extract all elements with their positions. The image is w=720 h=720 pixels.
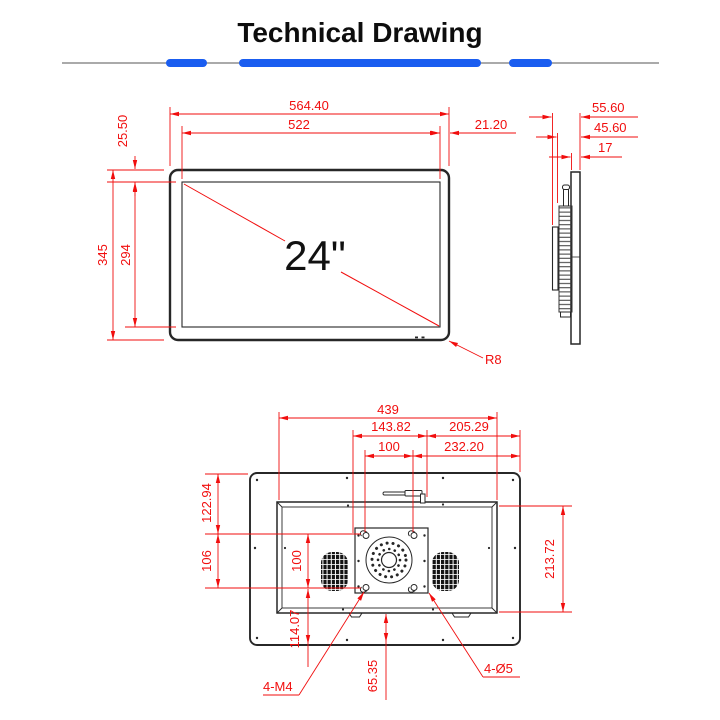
- corner-radius-label: R8: [485, 352, 502, 367]
- antenna-elbow: [421, 494, 426, 503]
- antenna-body: [405, 491, 422, 497]
- side-view: [529, 100, 638, 344]
- dim-antenna-to-right-label: 205.29: [449, 419, 489, 434]
- speaker-grille-left: [321, 552, 348, 591]
- dim-total-depth: [529, 100, 638, 117]
- rear-view: [199, 402, 572, 700]
- header: [62, 17, 659, 63]
- front-view: [95, 98, 516, 367]
- corner-radius-callout: [449, 341, 502, 367]
- dim-top-to-vesa-label: 122.94: [199, 483, 214, 523]
- dim-top-margin-label: 25.50: [115, 114, 130, 148]
- dim-bottom-margin-label: 65.35: [365, 659, 380, 693]
- dim-overall-height-label: 345: [95, 244, 110, 266]
- page-title: Technical Drawing: [237, 17, 483, 48]
- through-holes-label: 4-Ø5: [484, 661, 513, 676]
- heatsink-foot: [561, 312, 571, 317]
- dim-vesa-height-label: 100: [289, 550, 304, 572]
- mount-bracket-profile: [553, 227, 559, 290]
- dim-screen-height: [118, 182, 135, 327]
- dim-vesa-outer-height-label: 106: [199, 550, 214, 572]
- dim-body-depth-label: 45.60: [594, 120, 627, 135]
- antenna-connector-cap: [563, 185, 570, 190]
- dim-overall-width-label: 564.40: [289, 98, 329, 113]
- fan-hub: [382, 553, 397, 568]
- bezel-indicator-dot-2: [422, 337, 425, 339]
- dim-screen-width-label: 522: [288, 117, 310, 132]
- dim-vesa-to-right-label: 232.20: [444, 439, 484, 454]
- dim-panel-thickness: [549, 140, 622, 157]
- dim-overall-width: [170, 98, 449, 114]
- dim-screen-height-label: 294: [118, 244, 133, 266]
- dim-left-to-antenna-label: 143.82: [371, 419, 411, 434]
- dim-overall-height: [95, 170, 113, 340]
- mount-holes-label: 4-M4: [263, 679, 293, 694]
- dim-vesa-to-right: [413, 439, 520, 456]
- dim-left-to-antenna: [353, 419, 427, 436]
- heatsink-fins: [559, 206, 572, 312]
- dim-vesa-width-label: 100: [378, 439, 400, 454]
- bezel-indicator-dot-1: [415, 337, 418, 339]
- dim-antenna-to-right: [427, 419, 520, 436]
- dim-vesa-outer-height: [199, 534, 218, 588]
- screen-size-label: 24": [284, 232, 346, 279]
- dim-vesa-width: [365, 439, 413, 456]
- antenna-connector-side: [564, 189, 569, 206]
- dim-enclosure-width-label: 439: [377, 402, 399, 417]
- antenna-rod: [383, 492, 407, 495]
- dim-top-to-vesa: [199, 474, 218, 534]
- vesa-plate: [355, 528, 428, 593]
- dim-panel-thickness-label: 17: [598, 140, 613, 155]
- dim-enclosure-height: [542, 506, 563, 612]
- dim-screen-width: [182, 117, 440, 133]
- dim-enclosure-width: [279, 402, 497, 418]
- dim-vesa-to-bottom-label: 114.07: [287, 609, 302, 649]
- dim-body-depth: [536, 120, 638, 137]
- dim-enclosure-height-label: 213.72: [542, 539, 557, 579]
- dim-top-margin: [115, 115, 135, 196]
- dim-side-margin-label: 21.20: [474, 117, 508, 132]
- dim-total-depth-label: 55.60: [592, 100, 625, 115]
- dim-side-margin: [424, 117, 516, 133]
- speaker-grille-right: [432, 552, 459, 591]
